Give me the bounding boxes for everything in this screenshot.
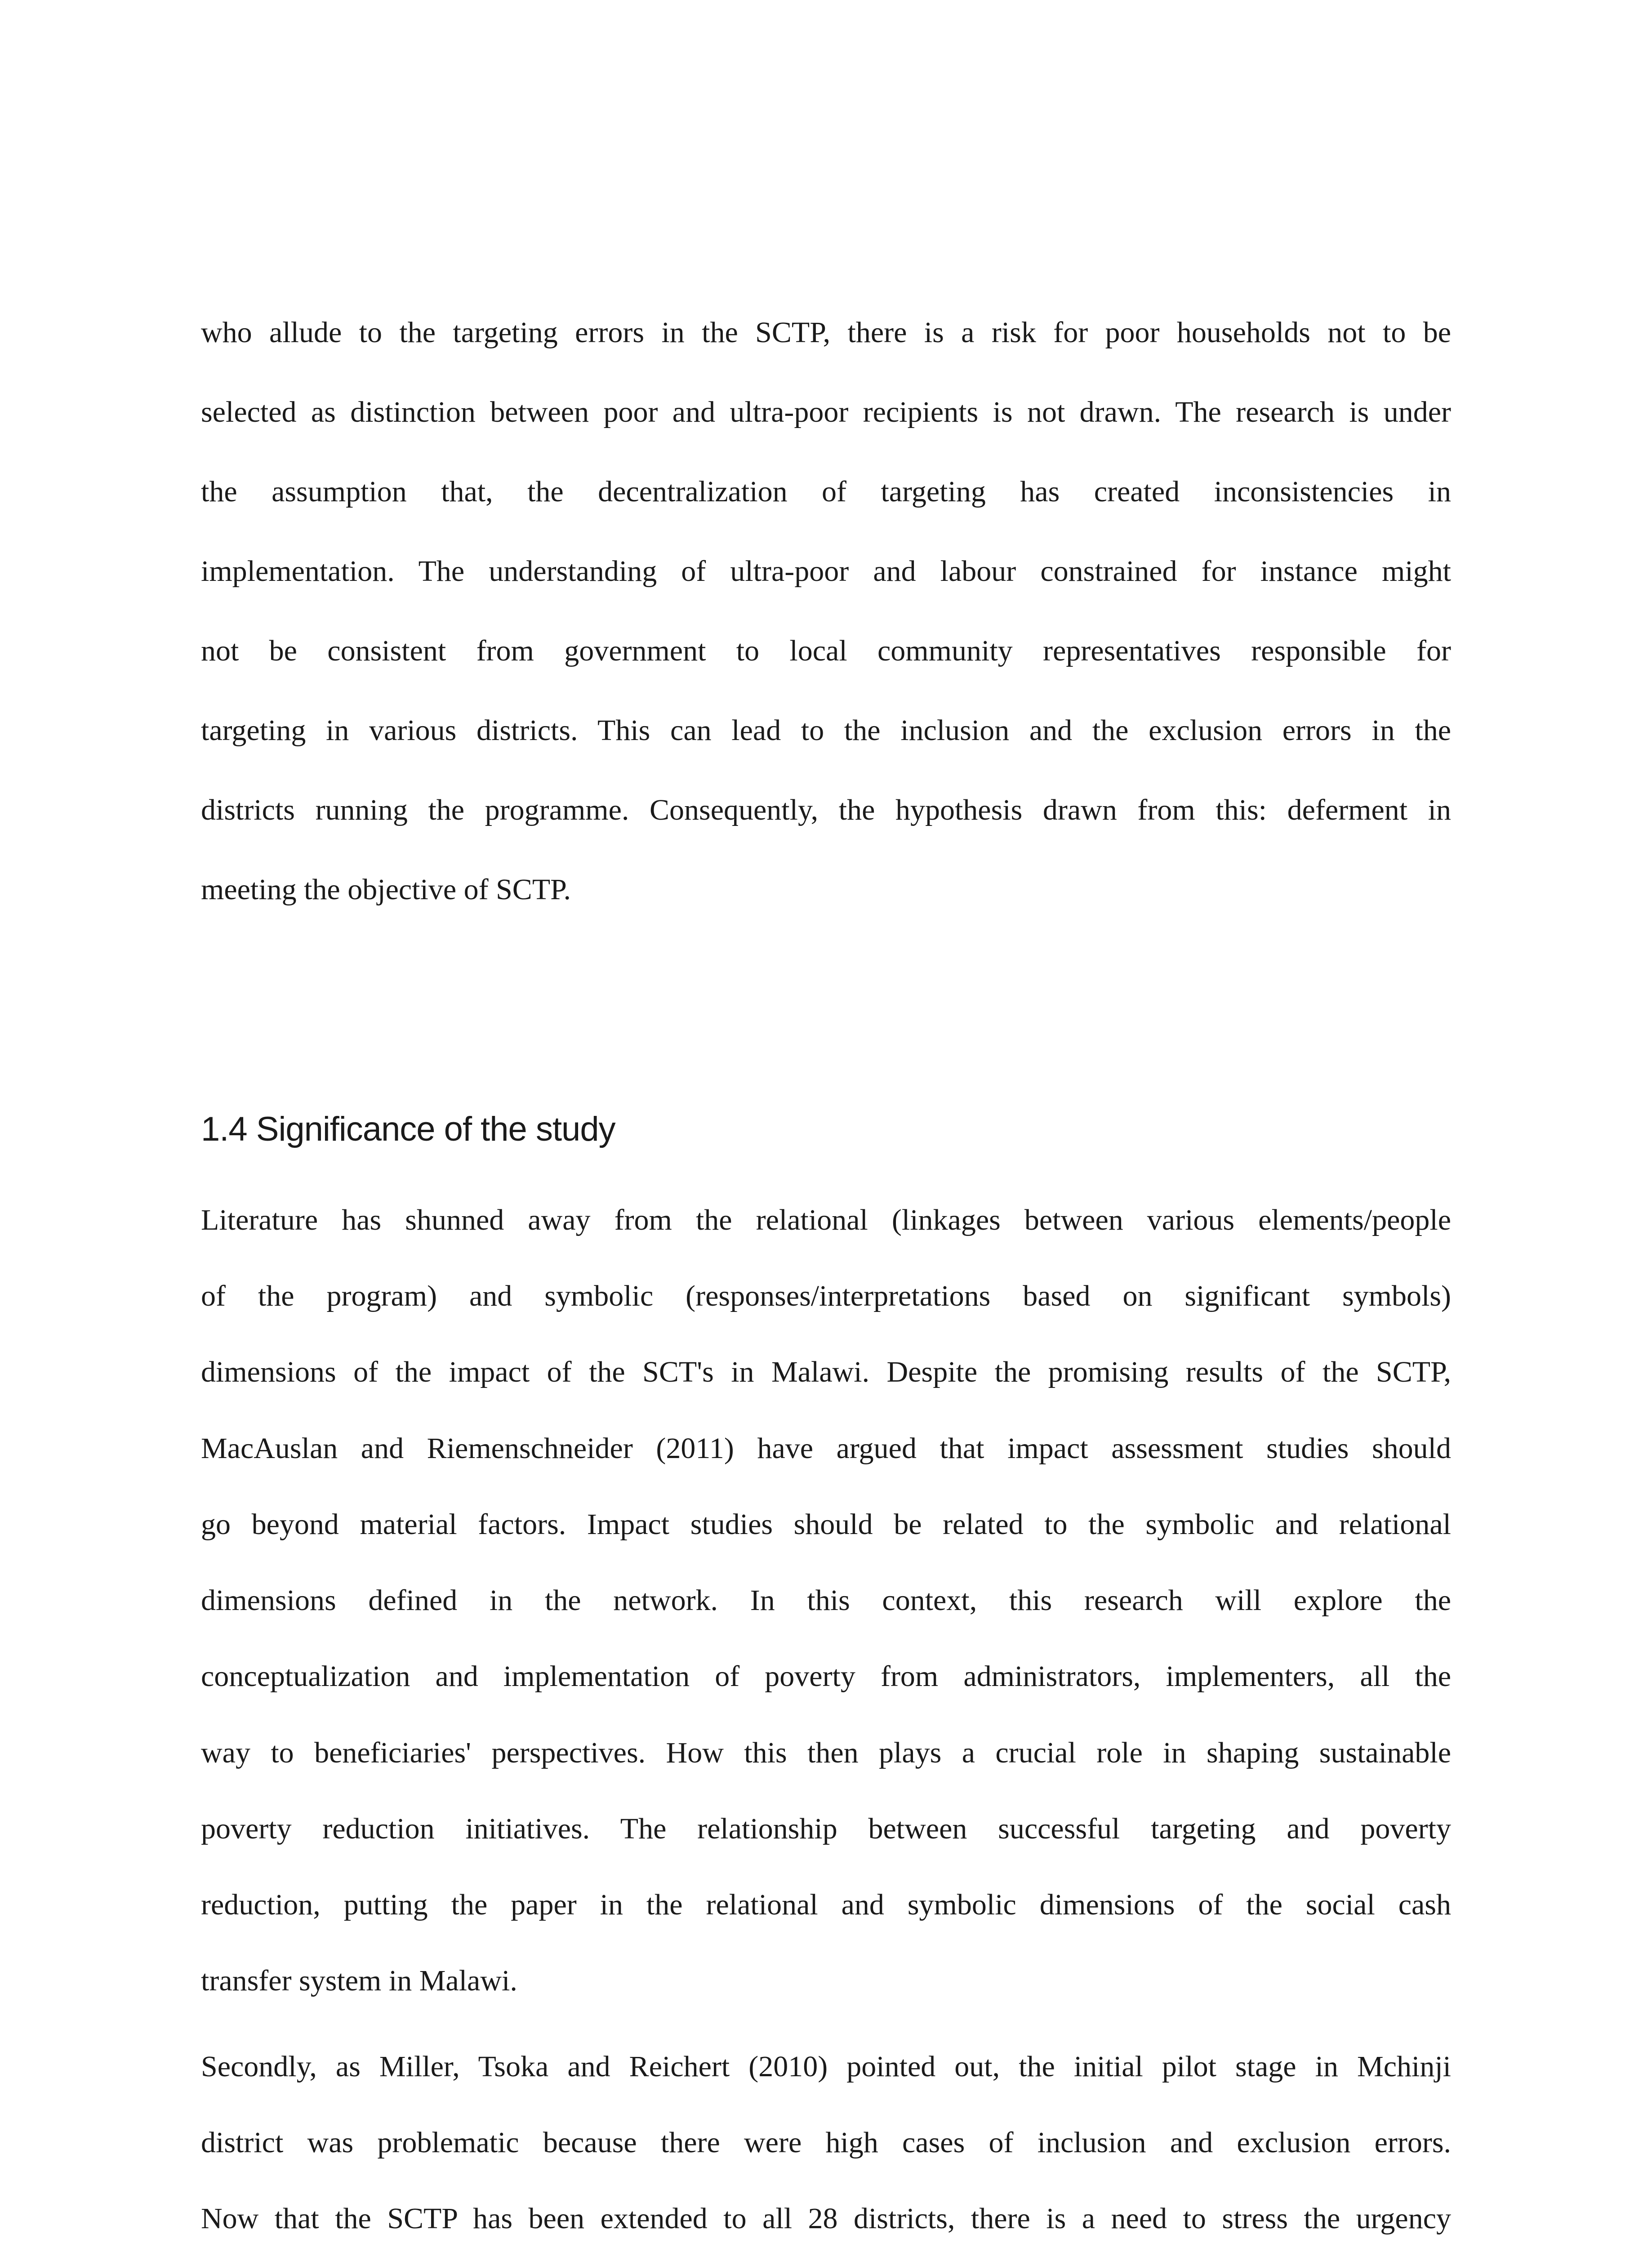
paragraph-line: Secondly, as Miller, Tsoka and Reichert (2010) pointed out, the initial pilot stage in Mchinji xyxy=(201,2050,1451,2083)
paragraph-line: districts running the programme. Consequently, the hypothesis drawn from this: deferment in xyxy=(201,794,1451,826)
paragraph-line: selected as distinction between poor and ultra-poor recipients is not drawn. The research is under xyxy=(201,396,1451,428)
paragraph-line: targeting in various districts. This can lead to the inclusion and the exclusion errors in the xyxy=(201,714,1451,747)
paragraph-significance xyxy=(201,1202,1451,2056)
paragraph-line: Literature has shunned away from the relational (linkages between various elements/people xyxy=(201,1204,1451,1236)
paragraph-line: dimensions of the impact of the SCT's in Malawi. Despite the promising results of the SCTP, xyxy=(201,1356,1451,1388)
paragraph-pilot-stage xyxy=(201,2049,1451,2248)
paragraph-line: of the program) and symbolic (responses/interpretations based on significant symbols) xyxy=(201,1280,1451,1312)
paragraph-line: not be consistent from government to local community representatives responsible for xyxy=(201,634,1451,667)
paragraph-line: dimensions defined in the network. In this context, this research will explore the xyxy=(201,1584,1451,1617)
paragraph-line: poverty reduction initiatives. The relationship between successful targeting and poverty xyxy=(201,1812,1451,1845)
paragraph-hypothesis xyxy=(201,315,1451,944)
paragraph-line: transfer system in Malawi. xyxy=(201,1964,517,1997)
paragraph-line: go beyond material factors. Impact studies should be related to the symbolic and relational xyxy=(201,1508,1451,1541)
paragraph-line: reduction, putting the paper in the relational and symbolic dimensions of the social cash xyxy=(201,1888,1451,1921)
paragraph-line: who allude to the targeting errors in the SCTP, there is a risk for poor households not to be xyxy=(201,316,1451,349)
paragraph-line: meeting the objective of SCTP. xyxy=(201,873,571,906)
section-heading: 1.4 Significance of the study xyxy=(201,1110,615,1148)
paragraph-line: MacAuslan and Riemenschneider (2011) have argued that impact assessment studies should xyxy=(201,1432,1451,1465)
paragraph-line: conceptualization and implementation of poverty from administrators, implementers, all the xyxy=(201,1660,1451,1693)
paragraph-line: way to beneficiaries' perspectives. How this then plays a crucial role in shaping sustainable xyxy=(201,1736,1451,1769)
paragraph-line: Now that the SCTP has been extended to all 28 districts, there is a need to stress the urgency xyxy=(201,2202,1451,2235)
paragraph-line: implementation. The understanding of ultra-poor and labour constrained for instance might xyxy=(201,555,1451,588)
paragraph-line: the assumption that, the decentralization of targeting has created inconsistencies in xyxy=(201,475,1451,508)
paragraph-line: district was problematic because there were high cases of inclusion and exclusion errors. xyxy=(201,2126,1451,2159)
